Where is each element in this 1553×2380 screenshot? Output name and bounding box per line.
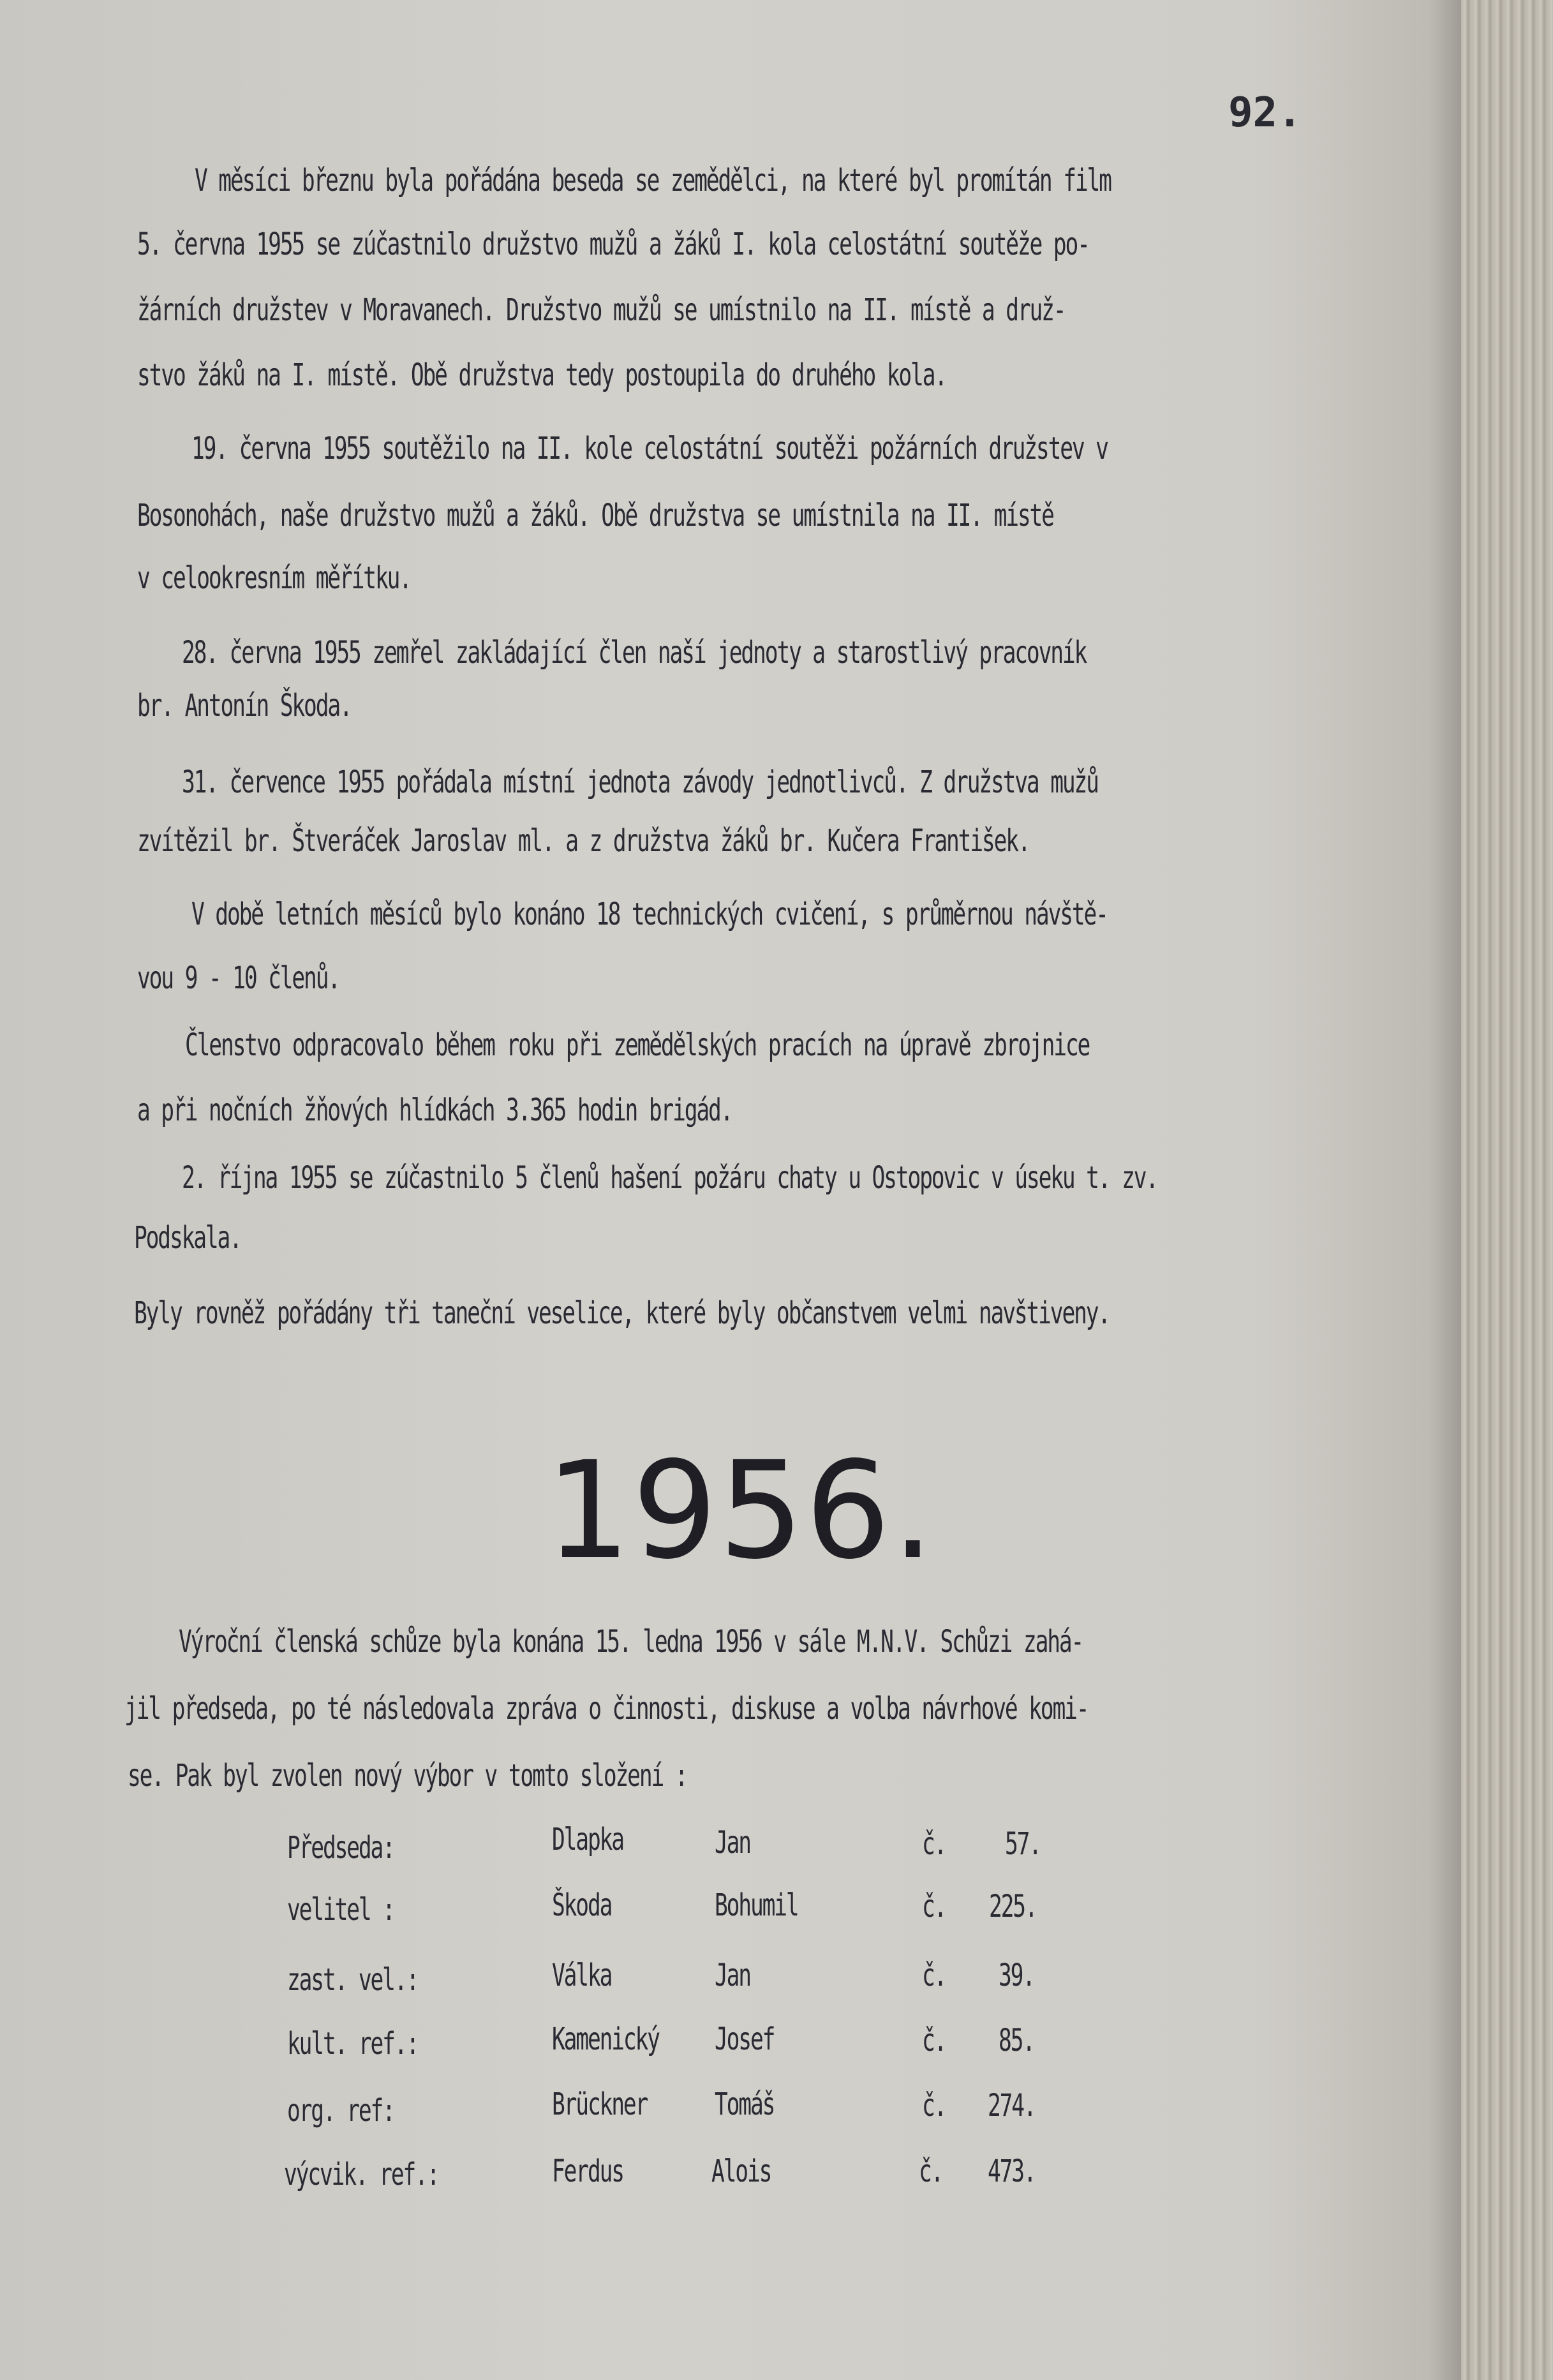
committee-name: Jan [715,1958,750,1993]
committee-name: Tomáš [715,2086,775,2122]
committee-house-number: 225. [989,1889,1037,1924]
committee-role: výcvik. ref.: [284,2157,439,2192]
chronicle-line: v celookresním měřítku. [137,560,411,596]
year-heading: 1956. [546,1432,936,1589]
chronicle-line: 31. července 1955 pořádala místní jednota závody jednotlivců. Z družstva mužů [182,764,1098,800]
committee-name: Alois [711,2153,771,2189]
chronicle-line: stvo žáků na I. místě. Obě družstva tedy postoupila do druhého kola. [137,357,946,393]
committee-surname: Brückner [552,2086,648,2122]
chronicle-line: 19. června 1955 soutěžilo na II. kole celostátní soutěži požárních družstev v [191,431,1108,466]
chronicle-line: Podskala. [134,1220,241,1256]
committee-surname: Dlapka [552,1822,623,1857]
committee-house-number: 274. [988,2088,1036,2123]
committee-house-label: č. [922,1958,946,1993]
committee-surname: Ferdus [552,2153,623,2189]
chronicle-line: Byly rovněž pořádány tři taneční veselice, které byly občanstvem velmi navštiveny. [134,1295,1110,1331]
chronicle-line: Bosonohách, naše družstvo mužů a žáků. Obě družstva se umístnila na II. místě [137,498,1053,533]
chronicle-line: 5. června 1955 se zúčastnilo družstvo mužů a žáků I. kola celostátní soutěže po- [137,227,1089,262]
committee-name: Jan [715,1825,750,1861]
committee-house-label: č. [922,1826,946,1862]
chronicle-line: jil předseda, po té následovala zpráva o činnosti, diskuse a volba návrhové komi- [124,1691,1089,1727]
chronicle-line: Výroční členská schůze byla konána 15. ledna 1956 v sále M.N.V. Schůzi zahá- [179,1624,1083,1660]
committee-house-number: 57. [1005,1826,1041,1862]
committee-house-number: 85. [999,2023,1034,2058]
committee-name: Bohumil [715,1887,798,1923]
committee-house-label: č. [922,1889,946,1924]
committee-name: Josef [715,2021,775,2057]
chronicle-line: V měsíci březnu byla pořádána beseda se zemědělci, na které byl promítán film [195,163,1111,198]
chronicle-line: Členstvo odpracovalo během roku při zemědělských pracích na úpravě zbrojnice [185,1027,1090,1063]
chronicle-line: se. Pak byl zvolen nový výbor v tomto složení : [128,1758,687,1794]
chronicle-line: 28. června 1955 zemřel zakládající člen naší jednoty a starostlivý pracovník [182,635,1087,671]
page-edge-stack [1461,0,1553,2380]
chronicle-line: br. Antonín Škoda. [137,688,352,724]
committee-role: zast. vel.: [287,1962,419,1998]
chronicle-line: vou 9 - 10 členů. [137,960,340,996]
chronicle-line: 2. října 1955 se zúčastnilo 5 členů hašení požáru chaty u Ostopovic v úseku t. zv. [182,1160,1158,1196]
committee-house-label: č. [922,2023,946,2058]
committee-role: Předseda: [287,1830,394,1866]
chronicle-line: žárních družstev v Moravanech. Družstvo mužů se umístnilo na II. místě a druž- [137,292,1066,328]
chronicle-line: a při nočních žňových hlídkách 3.365 hodin brigád. [137,1092,732,1128]
committee-surname: Kamenický [552,2021,659,2057]
committee-surname: Škoda [552,1887,612,1923]
committee-house-number: 473. [988,2153,1036,2189]
committee-role: org. ref: [287,2093,394,2129]
chronicle-line: zvítězil br. Štveráček Jaroslav ml. a z družstva žáků br. Kučera František. [137,823,1030,859]
committee-house-label: č. [922,2088,946,2123]
committee-role: kult. ref.: [287,2026,419,2062]
committee-house-number: 39. [999,1958,1034,1993]
page-number: 92. [1228,89,1302,137]
committee-house-label: č. [919,2153,943,2189]
chronicle-line: V době letních měsíců bylo konáno 18 technických cvičení, s průměrnou návště- [191,896,1108,932]
committee-surname: Válka [552,1958,612,1993]
committee-role: velitel : [287,1892,394,1928]
